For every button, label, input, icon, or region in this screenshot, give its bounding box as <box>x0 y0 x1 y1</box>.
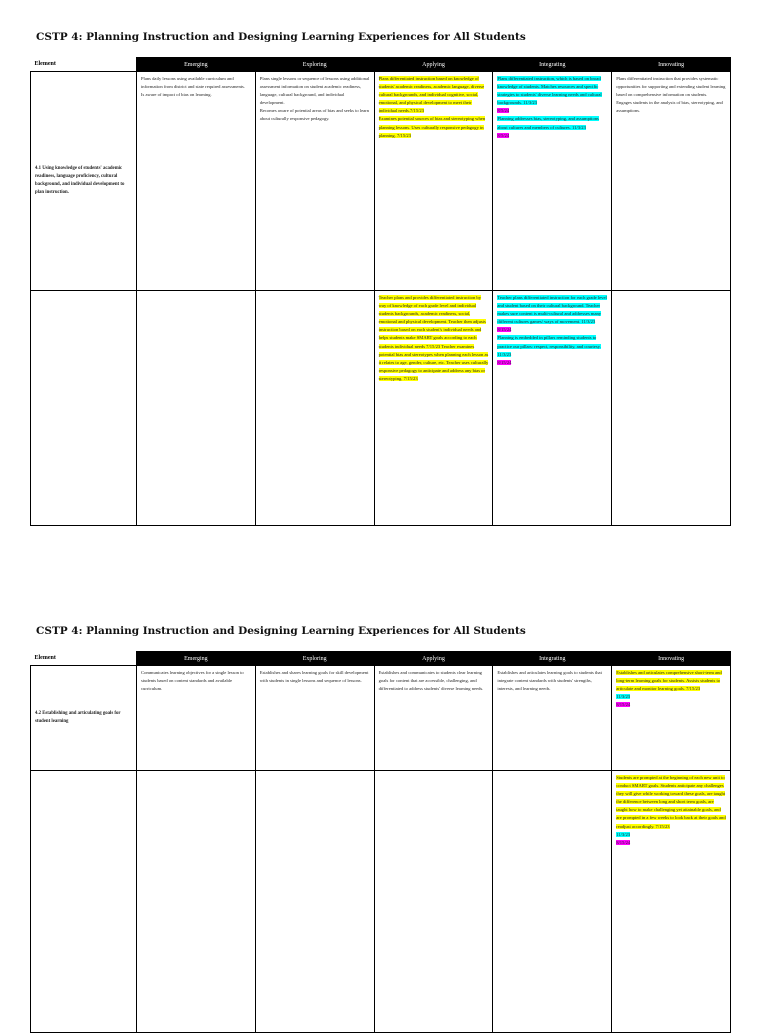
header-element: Element <box>31 652 137 666</box>
evidence-note: Teacher plans differentiated instruction for each grade level and student based on their cultural background. Teacher makes sure content is multi-cultural and addresses many different cultures games/ ways of movement. 11/3/23 <box>497 295 607 325</box>
integrating-cell <box>493 72 612 291</box>
innovating-cell <box>612 291 731 526</box>
date-stamp: 8/15/24 <box>497 359 512 365</box>
element-cell <box>31 666 137 771</box>
header-emerging: Emerging <box>137 652 256 666</box>
descriptor: Is aware of impact of bias on learning. <box>141 92 212 98</box>
element-label: 4.2 Establishing and articulating goals for student learning <box>35 710 121 724</box>
header-innovating: Innovating <box>612 652 731 666</box>
header-integrating: Integrating <box>493 652 612 666</box>
exploring-cell <box>255 771 374 1033</box>
element-label: 4.1 Using knowledge of students' academic readiness, language proficiency, cultural background, and individual development to plan instruction. <box>35 165 125 196</box>
innovating-cell <box>612 771 731 1033</box>
header-exploring: Exploring <box>255 652 374 666</box>
descriptor: Plans single lessons or sequence of lessons using additional assessment information on student academic readiness, language, cultural background, and individual development. <box>259 76 370 106</box>
element-cell <box>31 771 137 1033</box>
descriptor: Engages students in the analysis of bias, stereotyping, and assumptions. <box>616 100 723 114</box>
emerging-cell <box>137 72 256 291</box>
element-cell <box>31 72 137 291</box>
date-stamp: 8/15/24 <box>616 702 631 708</box>
applying-cell <box>374 771 493 1033</box>
table-row <box>31 771 731 1033</box>
integrating-cell <box>493 771 612 1033</box>
emerging-cell <box>137 666 256 771</box>
header-element: Element <box>31 58 137 72</box>
highlighted-descriptor: Plans differentiated instruction based on knowledge of students' academic readiness, academic language, diverse cultural backgrounds, and individual cognitive, social, emotional, and physical development to meet their individual needs.7/15/23 <box>378 76 485 114</box>
header-integrating: Integrating <box>493 58 612 72</box>
date-stamp: 8/15/24 <box>616 839 631 845</box>
descriptor: Communicates learning objectives for a single lesson to students based on content standards and available curriculum. <box>141 670 244 692</box>
descriptor: Establishes and communicates to students clear learning goals for content that are accessible, challenging, and differentiated to address students' diverse learning needs. <box>378 670 484 692</box>
evidence-note: Students are prompted at the beginning of each new unit to conduct SMART goals. Students anticipate any challenges they will give while working toward these goals, are taught the difference between long and short term goals, are taught how to make challenging yet attainable goals, and are prompted in a few weeks to look back at their goals and readjust accordingly. 7/15/23 <box>616 775 726 829</box>
highlighted-descriptor: Establishes and articulates comprehensive short-term and long-term learning goals for students. Assists students to articulate and monitor learning goals. 7/15/23 <box>616 670 722 692</box>
header-innovating: Innovating <box>612 58 731 72</box>
date-stamp: 8/5/24 <box>497 132 510 138</box>
descriptor: Establishes and shares learning goals for skill development with students in single lessons and sequence of lessons. <box>259 670 369 684</box>
evidence-note: Teacher plans and provides differentiated instruction by way of knowledge of each grade level and individual students backgrounds, academic readiness, social, emotional and physical development. Teacher then adjusts instruction based on each student's individual needs and helps students make SMART goals according to each students individual needs 7/15/23 Teacher examines potential bias and stereotypes when planning each lesson as it relates to age, gender, culture, etc. Teacher uses culturally responsive pedagogy to anticipate and address any bias or stereotyping. 7/15/23 <box>378 295 489 381</box>
exploring-cell <box>255 666 374 771</box>
table-row <box>31 666 731 771</box>
descriptor: Plans daily lessons using available curriculum and information from district and state required assessments. <box>141 76 245 90</box>
descriptor: Establishes and articulates learning goals to students that integrate content standards with students' strengths, interests, and learning needs. <box>497 670 602 692</box>
applying-cell <box>374 291 493 526</box>
date-stamp: 11/3/23 <box>616 831 631 837</box>
rubric-table-4-2 <box>30 651 731 1033</box>
page-title: CSTP 4: Planning Instruction and Designing Learning Experiences for All Students <box>36 625 526 637</box>
table-row <box>31 291 731 526</box>
emerging-cell <box>137 771 256 1033</box>
highlighted-descriptor: Planning addresses bias, stereotyping, and assumptions about cultures and members of cultures. 11/3/23 <box>497 116 599 130</box>
highlighted-descriptor: Plans differentiated instruction, which is based on broad knowledge of students. Matches resources and specific strategies to students' diverse learning needs and cultural backgrounds. 11/3/23 <box>497 76 602 106</box>
header-applying: Applying <box>374 652 493 666</box>
table-row <box>31 72 731 291</box>
highlighted-descriptor: Examines potential sources of bias and stereotyping when planning lessons. Uses culturally responsive pedagogy in planning. 7/15/23 <box>378 116 486 138</box>
applying-cell <box>374 666 493 771</box>
innovating-cell <box>612 666 731 771</box>
integrating-cell <box>493 666 612 771</box>
integrating-cell <box>493 291 612 526</box>
element-cell <box>31 291 137 526</box>
applying-cell <box>374 72 493 291</box>
date-stamp: 8/15/24 <box>497 327 512 333</box>
emerging-cell <box>137 291 256 526</box>
evidence-note: Planning is embedded in pillars reminding students to practice our pillars: respect, responsibility, and courtesy. 11/3/23 <box>497 335 601 357</box>
header-emerging: Emerging <box>137 58 256 72</box>
rubric-table-4-1 <box>30 57 731 526</box>
header-applying: Applying <box>374 58 493 72</box>
innovating-cell <box>612 72 731 291</box>
exploring-cell <box>255 291 374 526</box>
descriptor: Becomes aware of potential areas of bias and seeks to learn about culturally responsive pedagogy. <box>259 108 369 122</box>
page-title: CSTP 4: Planning Instruction and Designing Learning Experiences for All Students <box>36 31 526 43</box>
descriptor: Plans differentiated instruction that provides systematic opportunities for supporting and extending student learning based on comprehensive information on students. <box>616 76 726 98</box>
date-stamp: 8/5/24 <box>497 108 510 114</box>
header-exploring: Exploring <box>255 58 374 72</box>
header-row <box>31 58 731 72</box>
date-stamp: 11/3/23 <box>616 694 631 700</box>
exploring-cell <box>255 72 374 291</box>
header-row <box>31 652 731 666</box>
